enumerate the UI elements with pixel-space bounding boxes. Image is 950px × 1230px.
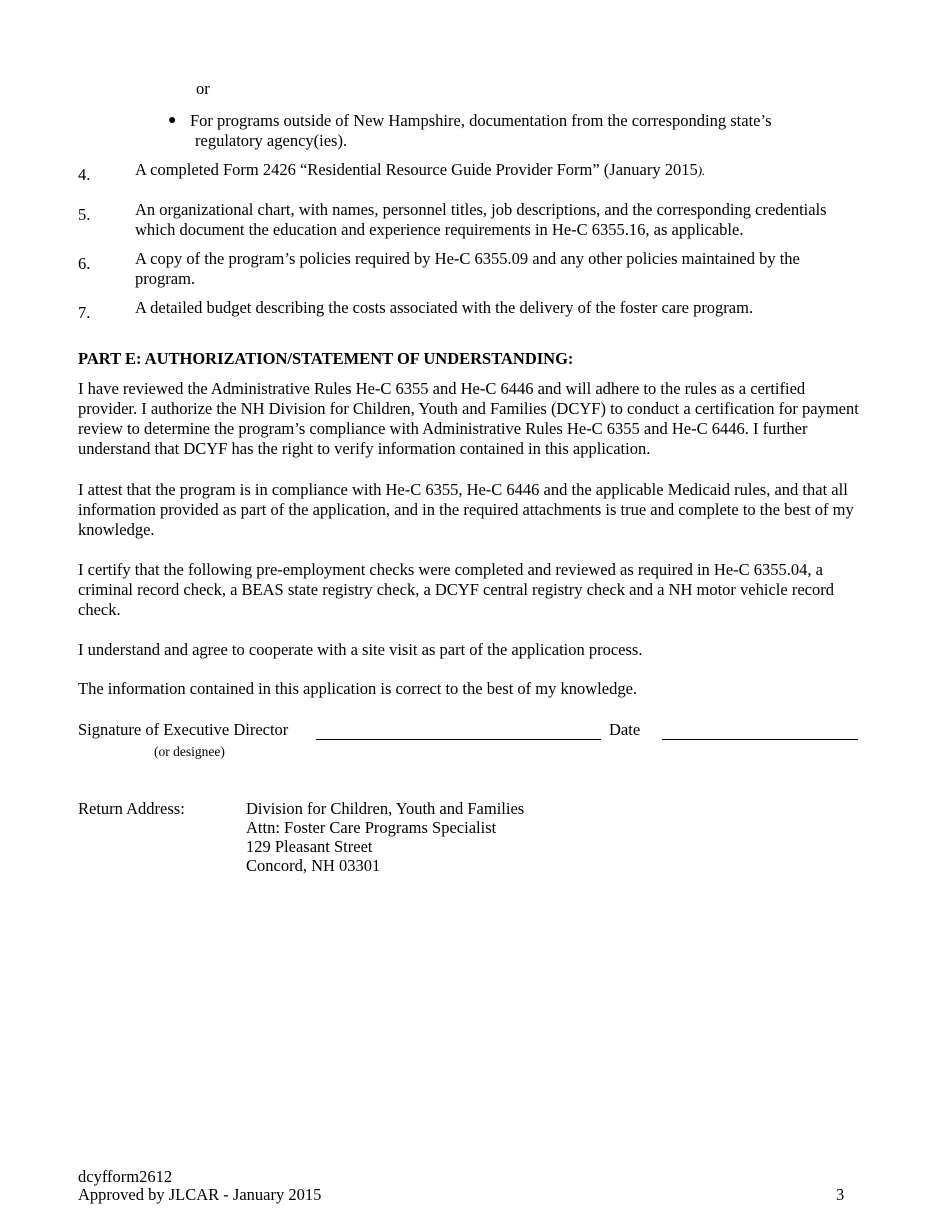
- bullet-icon: ●: [168, 113, 177, 128]
- list-item-text: A detailed budget describing the costs associated with the delivery of the foster care program.: [135, 298, 754, 317]
- signature-sublabel: (or designee): [154, 744, 225, 759]
- return-address-line: Attn: Foster Care Programs Specialist: [246, 818, 497, 837]
- return-address-line: Concord, NH 03301: [246, 856, 381, 875]
- list-item-text: An organizational chart, with names, personnel titles, job descriptions, and the corresponding credentials which document the education and experience requirements in He-C 6355.16, as applicable.: [135, 200, 827, 239]
- footer-approved: Approved by JLCAR - January 2015: [78, 1185, 322, 1204]
- list-item-text: A copy of the program’s policies required by He-C 6355.09 and any other policies maintained by the program.: [135, 249, 800, 288]
- return-address: [246, 799, 646, 875]
- signature-label: Signature of Executive Director: [78, 720, 289, 739]
- list-item-number: 6.: [78, 254, 91, 273]
- list-item-text: A completed Form 2426 “Residential Resource Guide Provider Form” (January 2015).: [135, 160, 706, 179]
- list-item-number: 4.: [78, 165, 91, 184]
- or-text: or: [196, 79, 210, 98]
- paragraph-attest: I attest that the program is in compliance with He-C 6355, He-C 6446 and the applicable Medicaid rules, and that all information provided as part of the application, and in the required attachments is true and complete to the best of my knowledge.: [78, 480, 854, 539]
- date-line[interactable]: [662, 739, 858, 740]
- date-label: Date: [609, 720, 641, 739]
- paragraph-site-visit: I understand and agree to cooperate with a site visit as part of the application process.: [78, 640, 643, 659]
- bullet-text-line2: regulatory agency(ies).: [195, 131, 348, 150]
- return-address-label: Return Address:: [78, 799, 185, 818]
- part-e-heading: PART E: AUTHORIZATION/STATEMENT OF UNDERSTANDING:: [78, 349, 574, 368]
- paragraph-certify: I certify that the following pre-employment checks were completed and reviewed as required in He-C 6355.04, a criminal record check, a BEAS state registry check, a DCYF central registry check and a NH motor vehicle record check.: [78, 560, 834, 619]
- signature-line[interactable]: [316, 739, 601, 740]
- page-number: 3: [836, 1185, 845, 1204]
- list-item-number: 5.: [78, 205, 91, 224]
- return-address-line: Division for Children, Youth and Families: [246, 799, 525, 818]
- footer-form-id: dcyfform2612: [78, 1167, 173, 1186]
- paragraph-correct: The information contained in this application is correct to the best of my knowledge.: [78, 679, 638, 698]
- list-item-number: 7.: [78, 303, 91, 322]
- return-address-line: 129 Pleasant Street: [246, 837, 373, 856]
- paragraph-review: I have reviewed the Administrative Rules He-C 6355 and He-C 6446 and will adhere to the rules as a certified provider. I authorize the NH Division for Children, Youth and Families (DCYF) to conduct a certification for payment review to determine the program’s compliance with Administrative Rules He-C 6355 and He-C 6446. I further understand that DCYF has the right to verify information contained in this application.: [78, 379, 859, 458]
- bullet-text-line1: For programs outside of New Hampshire, documentation from the corresponding state’s: [190, 111, 772, 130]
